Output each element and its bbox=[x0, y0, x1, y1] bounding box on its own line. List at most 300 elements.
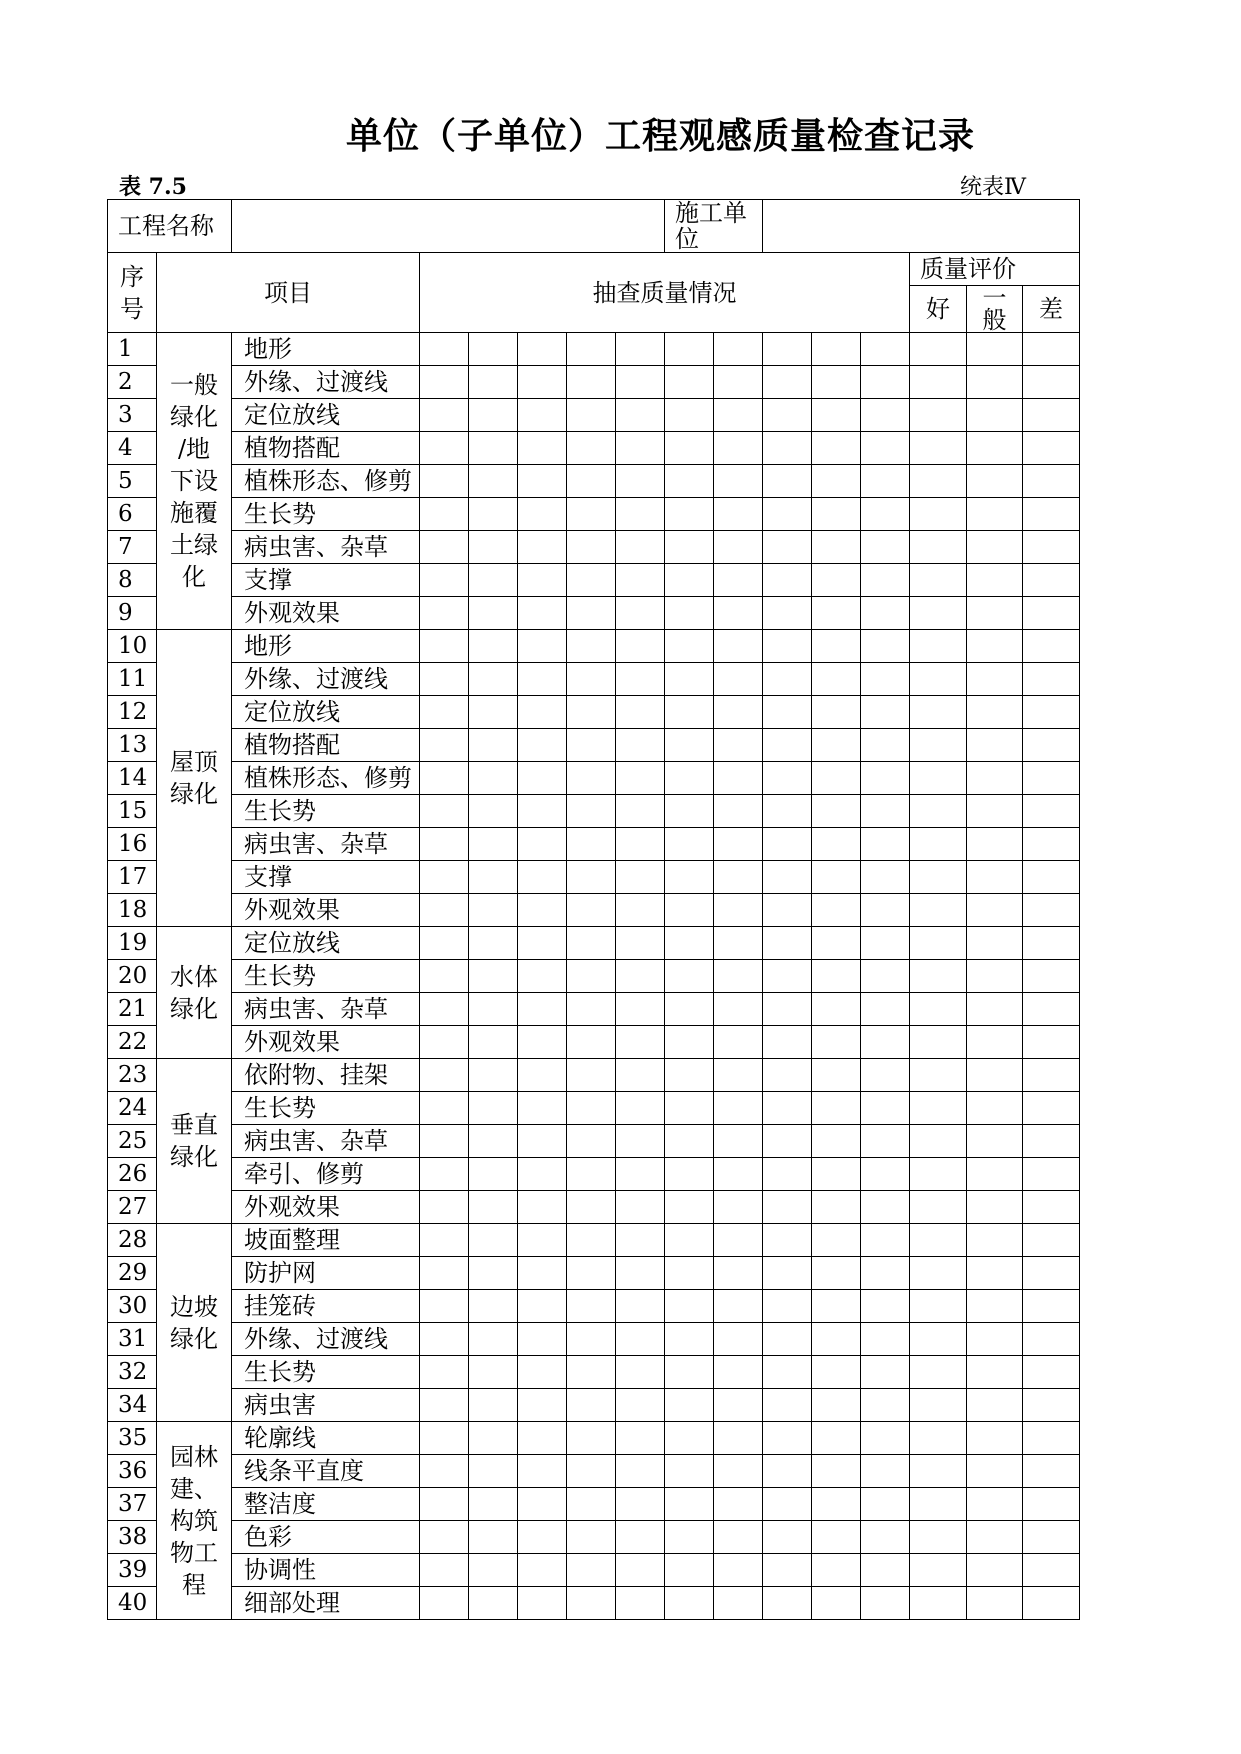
rating-good-cell[interactable] bbox=[910, 894, 967, 927]
inspection-cell[interactable] bbox=[763, 861, 812, 894]
rating-fair-cell[interactable] bbox=[967, 531, 1023, 564]
inspection-cell[interactable] bbox=[616, 663, 665, 696]
inspection-cell[interactable] bbox=[665, 1158, 714, 1191]
inspection-cell[interactable] bbox=[763, 894, 812, 927]
inspection-cell[interactable] bbox=[469, 366, 518, 399]
rating-poor-cell[interactable] bbox=[1023, 630, 1080, 663]
inspection-cell[interactable] bbox=[616, 828, 665, 861]
inspection-cell[interactable] bbox=[420, 861, 469, 894]
inspection-cell[interactable] bbox=[763, 927, 812, 960]
inspection-cell[interactable] bbox=[763, 795, 812, 828]
rating-fair-cell[interactable] bbox=[967, 597, 1023, 630]
inspection-cell[interactable] bbox=[616, 729, 665, 762]
inspection-cell[interactable] bbox=[812, 1059, 861, 1092]
inspection-cell[interactable] bbox=[714, 333, 763, 366]
inspection-cell[interactable] bbox=[763, 1092, 812, 1125]
inspection-cell[interactable] bbox=[616, 432, 665, 465]
inspection-cell[interactable] bbox=[763, 1290, 812, 1323]
inspection-cell[interactable] bbox=[812, 399, 861, 432]
inspection-cell[interactable] bbox=[714, 1323, 763, 1356]
inspection-cell[interactable] bbox=[812, 861, 861, 894]
inspection-cell[interactable] bbox=[861, 432, 910, 465]
inspection-cell[interactable] bbox=[518, 1059, 567, 1092]
inspection-cell[interactable] bbox=[567, 1158, 616, 1191]
rating-poor-cell[interactable] bbox=[1023, 927, 1080, 960]
rating-good-cell[interactable] bbox=[910, 993, 967, 1026]
inspection-cell[interactable] bbox=[518, 1389, 567, 1422]
inspection-cell[interactable] bbox=[861, 1092, 910, 1125]
inspection-cell[interactable] bbox=[714, 564, 763, 597]
rating-poor-cell[interactable] bbox=[1023, 498, 1080, 531]
inspection-cell[interactable] bbox=[714, 762, 763, 795]
inspection-cell[interactable] bbox=[861, 1587, 910, 1620]
inspection-cell[interactable] bbox=[567, 927, 616, 960]
inspection-cell[interactable] bbox=[812, 630, 861, 663]
rating-poor-cell[interactable] bbox=[1023, 1026, 1080, 1059]
inspection-cell[interactable] bbox=[714, 1488, 763, 1521]
inspection-cell[interactable] bbox=[714, 894, 763, 927]
inspection-cell[interactable] bbox=[665, 1488, 714, 1521]
rating-poor-cell[interactable] bbox=[1023, 432, 1080, 465]
rating-poor-cell[interactable] bbox=[1023, 1554, 1080, 1587]
inspection-cell[interactable] bbox=[616, 1290, 665, 1323]
inspection-cell[interactable] bbox=[420, 1158, 469, 1191]
inspection-cell[interactable] bbox=[665, 1323, 714, 1356]
inspection-cell[interactable] bbox=[567, 1521, 616, 1554]
rating-poor-cell[interactable] bbox=[1023, 366, 1080, 399]
inspection-cell[interactable] bbox=[861, 795, 910, 828]
inspection-cell[interactable] bbox=[420, 1554, 469, 1587]
inspection-cell[interactable] bbox=[616, 1356, 665, 1389]
inspection-cell[interactable] bbox=[714, 993, 763, 1026]
inspection-cell[interactable] bbox=[567, 1455, 616, 1488]
inspection-cell[interactable] bbox=[763, 1455, 812, 1488]
inspection-cell[interactable] bbox=[420, 366, 469, 399]
inspection-cell[interactable] bbox=[616, 1125, 665, 1158]
inspection-cell[interactable] bbox=[812, 1389, 861, 1422]
rating-fair-cell[interactable] bbox=[967, 1554, 1023, 1587]
inspection-cell[interactable] bbox=[567, 366, 616, 399]
rating-fair-cell[interactable] bbox=[967, 1224, 1023, 1257]
rating-fair-cell[interactable] bbox=[967, 1587, 1023, 1620]
inspection-cell[interactable] bbox=[714, 1224, 763, 1257]
rating-good-cell[interactable] bbox=[910, 597, 967, 630]
inspection-cell[interactable] bbox=[812, 1092, 861, 1125]
rating-good-cell[interactable] bbox=[910, 1323, 967, 1356]
inspection-cell[interactable] bbox=[469, 1389, 518, 1422]
inspection-cell[interactable] bbox=[861, 366, 910, 399]
inspection-cell[interactable] bbox=[420, 1125, 469, 1158]
rating-good-cell[interactable] bbox=[910, 564, 967, 597]
inspection-cell[interactable] bbox=[861, 597, 910, 630]
inspection-cell[interactable] bbox=[665, 630, 714, 663]
inspection-cell[interactable] bbox=[665, 1290, 714, 1323]
inspection-cell[interactable] bbox=[616, 795, 665, 828]
inspection-cell[interactable] bbox=[616, 894, 665, 927]
inspection-cell[interactable] bbox=[665, 696, 714, 729]
inspection-cell[interactable] bbox=[469, 1191, 518, 1224]
rating-fair-cell[interactable] bbox=[967, 1125, 1023, 1158]
inspection-cell[interactable] bbox=[714, 465, 763, 498]
inspection-cell[interactable] bbox=[518, 993, 567, 1026]
inspection-cell[interactable] bbox=[567, 1026, 616, 1059]
inspection-cell[interactable] bbox=[763, 1026, 812, 1059]
inspection-cell[interactable] bbox=[812, 597, 861, 630]
inspection-cell[interactable] bbox=[714, 1389, 763, 1422]
inspection-cell[interactable] bbox=[763, 1422, 812, 1455]
rating-good-cell[interactable] bbox=[910, 1158, 967, 1191]
inspection-cell[interactable] bbox=[812, 1224, 861, 1257]
rating-fair-cell[interactable] bbox=[967, 1092, 1023, 1125]
rating-good-cell[interactable] bbox=[910, 696, 967, 729]
rating-fair-cell[interactable] bbox=[967, 630, 1023, 663]
inspection-cell[interactable] bbox=[665, 333, 714, 366]
inspection-cell[interactable] bbox=[714, 399, 763, 432]
inspection-cell[interactable] bbox=[469, 1224, 518, 1257]
inspection-cell[interactable] bbox=[420, 795, 469, 828]
inspection-cell[interactable] bbox=[763, 1587, 812, 1620]
inspection-cell[interactable] bbox=[518, 1422, 567, 1455]
inspection-cell[interactable] bbox=[567, 663, 616, 696]
inspection-cell[interactable] bbox=[861, 1191, 910, 1224]
inspection-cell[interactable] bbox=[861, 729, 910, 762]
rating-good-cell[interactable] bbox=[910, 366, 967, 399]
rating-good-cell[interactable] bbox=[910, 729, 967, 762]
inspection-cell[interactable] bbox=[616, 1191, 665, 1224]
inspection-cell[interactable] bbox=[714, 1422, 763, 1455]
project-name-field[interactable] bbox=[232, 200, 665, 253]
inspection-cell[interactable] bbox=[714, 1356, 763, 1389]
inspection-cell[interactable] bbox=[420, 1290, 469, 1323]
rating-fair-cell[interactable] bbox=[967, 564, 1023, 597]
inspection-cell[interactable] bbox=[518, 1521, 567, 1554]
rating-fair-cell[interactable] bbox=[967, 960, 1023, 993]
inspection-cell[interactable] bbox=[469, 960, 518, 993]
inspection-cell[interactable] bbox=[665, 663, 714, 696]
inspection-cell[interactable] bbox=[420, 1059, 469, 1092]
inspection-cell[interactable] bbox=[861, 630, 910, 663]
inspection-cell[interactable] bbox=[420, 1422, 469, 1455]
inspection-cell[interactable] bbox=[567, 1257, 616, 1290]
inspection-cell[interactable] bbox=[518, 960, 567, 993]
inspection-cell[interactable] bbox=[665, 1059, 714, 1092]
inspection-cell[interactable] bbox=[469, 1257, 518, 1290]
inspection-cell[interactable] bbox=[616, 960, 665, 993]
inspection-cell[interactable] bbox=[861, 993, 910, 1026]
inspection-cell[interactable] bbox=[812, 729, 861, 762]
inspection-cell[interactable] bbox=[812, 795, 861, 828]
inspection-cell[interactable] bbox=[763, 960, 812, 993]
inspection-cell[interactable] bbox=[567, 1059, 616, 1092]
rating-poor-cell[interactable] bbox=[1023, 762, 1080, 795]
rating-fair-cell[interactable] bbox=[967, 1290, 1023, 1323]
inspection-cell[interactable] bbox=[518, 1554, 567, 1587]
inspection-cell[interactable] bbox=[616, 630, 665, 663]
inspection-cell[interactable] bbox=[567, 1191, 616, 1224]
inspection-cell[interactable] bbox=[518, 828, 567, 861]
inspection-cell[interactable] bbox=[714, 729, 763, 762]
inspection-cell[interactable] bbox=[812, 1290, 861, 1323]
inspection-cell[interactable] bbox=[861, 927, 910, 960]
inspection-cell[interactable] bbox=[812, 993, 861, 1026]
rating-good-cell[interactable] bbox=[910, 1587, 967, 1620]
inspection-cell[interactable] bbox=[616, 333, 665, 366]
rating-fair-cell[interactable] bbox=[967, 729, 1023, 762]
inspection-cell[interactable] bbox=[861, 564, 910, 597]
rating-poor-cell[interactable] bbox=[1023, 1158, 1080, 1191]
inspection-cell[interactable] bbox=[665, 1554, 714, 1587]
inspection-cell[interactable] bbox=[861, 1026, 910, 1059]
rating-good-cell[interactable] bbox=[910, 1521, 967, 1554]
rating-good-cell[interactable] bbox=[910, 1290, 967, 1323]
rating-fair-cell[interactable] bbox=[967, 333, 1023, 366]
rating-poor-cell[interactable] bbox=[1023, 960, 1080, 993]
rating-poor-cell[interactable] bbox=[1023, 828, 1080, 861]
inspection-cell[interactable] bbox=[469, 564, 518, 597]
inspection-cell[interactable] bbox=[518, 663, 567, 696]
rating-poor-cell[interactable] bbox=[1023, 1389, 1080, 1422]
inspection-cell[interactable] bbox=[763, 1389, 812, 1422]
inspection-cell[interactable] bbox=[420, 432, 469, 465]
inspection-cell[interactable] bbox=[469, 1554, 518, 1587]
rating-good-cell[interactable] bbox=[910, 861, 967, 894]
rating-good-cell[interactable] bbox=[910, 498, 967, 531]
inspection-cell[interactable] bbox=[616, 399, 665, 432]
inspection-cell[interactable] bbox=[763, 465, 812, 498]
inspection-cell[interactable] bbox=[420, 1356, 469, 1389]
rating-good-cell[interactable] bbox=[910, 630, 967, 663]
inspection-cell[interactable] bbox=[567, 993, 616, 1026]
inspection-cell[interactable] bbox=[861, 1059, 910, 1092]
inspection-cell[interactable] bbox=[469, 465, 518, 498]
inspection-cell[interactable] bbox=[567, 861, 616, 894]
inspection-cell[interactable] bbox=[616, 1092, 665, 1125]
inspection-cell[interactable] bbox=[616, 366, 665, 399]
inspection-cell[interactable] bbox=[518, 1191, 567, 1224]
inspection-cell[interactable] bbox=[763, 696, 812, 729]
inspection-cell[interactable] bbox=[665, 828, 714, 861]
rating-good-cell[interactable] bbox=[910, 1422, 967, 1455]
rating-good-cell[interactable] bbox=[910, 465, 967, 498]
inspection-cell[interactable] bbox=[665, 1026, 714, 1059]
rating-poor-cell[interactable] bbox=[1023, 663, 1080, 696]
inspection-cell[interactable] bbox=[861, 894, 910, 927]
inspection-cell[interactable] bbox=[469, 894, 518, 927]
contractor-field[interactable] bbox=[763, 200, 1080, 253]
inspection-cell[interactable] bbox=[518, 1356, 567, 1389]
inspection-cell[interactable] bbox=[665, 1125, 714, 1158]
inspection-cell[interactable] bbox=[469, 630, 518, 663]
inspection-cell[interactable] bbox=[763, 1521, 812, 1554]
inspection-cell[interactable] bbox=[714, 1587, 763, 1620]
inspection-cell[interactable] bbox=[763, 1257, 812, 1290]
inspection-cell[interactable] bbox=[812, 828, 861, 861]
inspection-cell[interactable] bbox=[420, 828, 469, 861]
inspection-cell[interactable] bbox=[420, 531, 469, 564]
inspection-cell[interactable] bbox=[567, 1422, 616, 1455]
inspection-cell[interactable] bbox=[861, 333, 910, 366]
inspection-cell[interactable] bbox=[861, 762, 910, 795]
inspection-cell[interactable] bbox=[420, 1455, 469, 1488]
inspection-cell[interactable] bbox=[567, 960, 616, 993]
inspection-cell[interactable] bbox=[469, 1521, 518, 1554]
rating-poor-cell[interactable] bbox=[1023, 1521, 1080, 1554]
inspection-cell[interactable] bbox=[812, 696, 861, 729]
inspection-cell[interactable] bbox=[567, 498, 616, 531]
rating-fair-cell[interactable] bbox=[967, 696, 1023, 729]
inspection-cell[interactable] bbox=[420, 1257, 469, 1290]
rating-good-cell[interactable] bbox=[910, 927, 967, 960]
inspection-cell[interactable] bbox=[861, 1389, 910, 1422]
inspection-cell[interactable] bbox=[861, 1323, 910, 1356]
inspection-cell[interactable] bbox=[567, 762, 616, 795]
rating-poor-cell[interactable] bbox=[1023, 597, 1080, 630]
inspection-cell[interactable] bbox=[665, 1257, 714, 1290]
inspection-cell[interactable] bbox=[567, 399, 616, 432]
rating-poor-cell[interactable] bbox=[1023, 1587, 1080, 1620]
inspection-cell[interactable] bbox=[469, 1290, 518, 1323]
inspection-cell[interactable] bbox=[665, 894, 714, 927]
rating-fair-cell[interactable] bbox=[967, 498, 1023, 531]
inspection-cell[interactable] bbox=[469, 861, 518, 894]
rating-fair-cell[interactable] bbox=[967, 663, 1023, 696]
rating-fair-cell[interactable] bbox=[967, 465, 1023, 498]
inspection-cell[interactable] bbox=[812, 333, 861, 366]
inspection-cell[interactable] bbox=[518, 630, 567, 663]
rating-poor-cell[interactable] bbox=[1023, 861, 1080, 894]
inspection-cell[interactable] bbox=[420, 894, 469, 927]
inspection-cell[interactable] bbox=[714, 597, 763, 630]
rating-fair-cell[interactable] bbox=[967, 927, 1023, 960]
inspection-cell[interactable] bbox=[567, 1290, 616, 1323]
inspection-cell[interactable] bbox=[616, 1455, 665, 1488]
inspection-cell[interactable] bbox=[518, 597, 567, 630]
inspection-cell[interactable] bbox=[714, 630, 763, 663]
inspection-cell[interactable] bbox=[861, 1554, 910, 1587]
inspection-cell[interactable] bbox=[518, 1125, 567, 1158]
inspection-cell[interactable] bbox=[714, 1158, 763, 1191]
inspection-cell[interactable] bbox=[518, 1026, 567, 1059]
rating-good-cell[interactable] bbox=[910, 1191, 967, 1224]
inspection-cell[interactable] bbox=[420, 993, 469, 1026]
inspection-cell[interactable] bbox=[812, 1158, 861, 1191]
rating-fair-cell[interactable] bbox=[967, 1323, 1023, 1356]
inspection-cell[interactable] bbox=[420, 696, 469, 729]
inspection-cell[interactable] bbox=[665, 465, 714, 498]
inspection-cell[interactable] bbox=[518, 399, 567, 432]
inspection-cell[interactable] bbox=[812, 1356, 861, 1389]
rating-fair-cell[interactable] bbox=[967, 1059, 1023, 1092]
inspection-cell[interactable] bbox=[763, 828, 812, 861]
inspection-cell[interactable] bbox=[518, 729, 567, 762]
inspection-cell[interactable] bbox=[665, 564, 714, 597]
rating-fair-cell[interactable] bbox=[967, 399, 1023, 432]
inspection-cell[interactable] bbox=[714, 1290, 763, 1323]
inspection-cell[interactable] bbox=[518, 498, 567, 531]
inspection-cell[interactable] bbox=[469, 1323, 518, 1356]
rating-fair-cell[interactable] bbox=[967, 1356, 1023, 1389]
inspection-cell[interactable] bbox=[665, 1356, 714, 1389]
inspection-cell[interactable] bbox=[469, 795, 518, 828]
inspection-cell[interactable] bbox=[665, 762, 714, 795]
inspection-cell[interactable] bbox=[518, 1290, 567, 1323]
inspection-cell[interactable] bbox=[420, 333, 469, 366]
inspection-cell[interactable] bbox=[616, 861, 665, 894]
rating-poor-cell[interactable] bbox=[1023, 531, 1080, 564]
inspection-cell[interactable] bbox=[616, 1158, 665, 1191]
inspection-cell[interactable] bbox=[665, 1224, 714, 1257]
rating-poor-cell[interactable] bbox=[1023, 1356, 1080, 1389]
inspection-cell[interactable] bbox=[714, 1455, 763, 1488]
inspection-cell[interactable] bbox=[469, 1587, 518, 1620]
inspection-cell[interactable] bbox=[567, 564, 616, 597]
inspection-cell[interactable] bbox=[616, 1521, 665, 1554]
inspection-cell[interactable] bbox=[714, 1059, 763, 1092]
rating-poor-cell[interactable] bbox=[1023, 1488, 1080, 1521]
inspection-cell[interactable] bbox=[567, 531, 616, 564]
inspection-cell[interactable] bbox=[518, 795, 567, 828]
rating-poor-cell[interactable] bbox=[1023, 696, 1080, 729]
rating-fair-cell[interactable] bbox=[967, 1026, 1023, 1059]
inspection-cell[interactable] bbox=[469, 696, 518, 729]
inspection-cell[interactable] bbox=[812, 1422, 861, 1455]
inspection-cell[interactable] bbox=[567, 1356, 616, 1389]
inspection-cell[interactable] bbox=[763, 1356, 812, 1389]
inspection-cell[interactable] bbox=[420, 960, 469, 993]
inspection-cell[interactable] bbox=[812, 1191, 861, 1224]
rating-good-cell[interactable] bbox=[910, 1554, 967, 1587]
inspection-cell[interactable] bbox=[714, 531, 763, 564]
rating-fair-cell[interactable] bbox=[967, 861, 1023, 894]
rating-good-cell[interactable] bbox=[910, 1455, 967, 1488]
inspection-cell[interactable] bbox=[567, 1389, 616, 1422]
inspection-cell[interactable] bbox=[567, 333, 616, 366]
inspection-cell[interactable] bbox=[616, 1488, 665, 1521]
rating-good-cell[interactable] bbox=[910, 1026, 967, 1059]
inspection-cell[interactable] bbox=[714, 861, 763, 894]
inspection-cell[interactable] bbox=[763, 1488, 812, 1521]
inspection-cell[interactable] bbox=[714, 1554, 763, 1587]
inspection-cell[interactable] bbox=[812, 366, 861, 399]
inspection-cell[interactable] bbox=[665, 1389, 714, 1422]
inspection-cell[interactable] bbox=[714, 1092, 763, 1125]
inspection-cell[interactable] bbox=[812, 531, 861, 564]
rating-poor-cell[interactable] bbox=[1023, 465, 1080, 498]
inspection-cell[interactable] bbox=[616, 1587, 665, 1620]
inspection-cell[interactable] bbox=[616, 465, 665, 498]
inspection-cell[interactable] bbox=[469, 993, 518, 1026]
inspection-cell[interactable] bbox=[665, 795, 714, 828]
inspection-cell[interactable] bbox=[763, 531, 812, 564]
inspection-cell[interactable] bbox=[763, 1191, 812, 1224]
inspection-cell[interactable] bbox=[616, 531, 665, 564]
inspection-cell[interactable] bbox=[763, 564, 812, 597]
rating-good-cell[interactable] bbox=[910, 1125, 967, 1158]
rating-fair-cell[interactable] bbox=[967, 1389, 1023, 1422]
inspection-cell[interactable] bbox=[665, 432, 714, 465]
inspection-cell[interactable] bbox=[665, 1521, 714, 1554]
inspection-cell[interactable] bbox=[714, 498, 763, 531]
inspection-cell[interactable] bbox=[420, 1389, 469, 1422]
inspection-cell[interactable] bbox=[665, 1092, 714, 1125]
inspection-cell[interactable] bbox=[469, 729, 518, 762]
inspection-cell[interactable] bbox=[714, 795, 763, 828]
inspection-cell[interactable] bbox=[812, 1521, 861, 1554]
inspection-cell[interactable] bbox=[420, 762, 469, 795]
rating-good-cell[interactable] bbox=[910, 795, 967, 828]
inspection-cell[interactable] bbox=[714, 663, 763, 696]
rating-fair-cell[interactable] bbox=[967, 894, 1023, 927]
